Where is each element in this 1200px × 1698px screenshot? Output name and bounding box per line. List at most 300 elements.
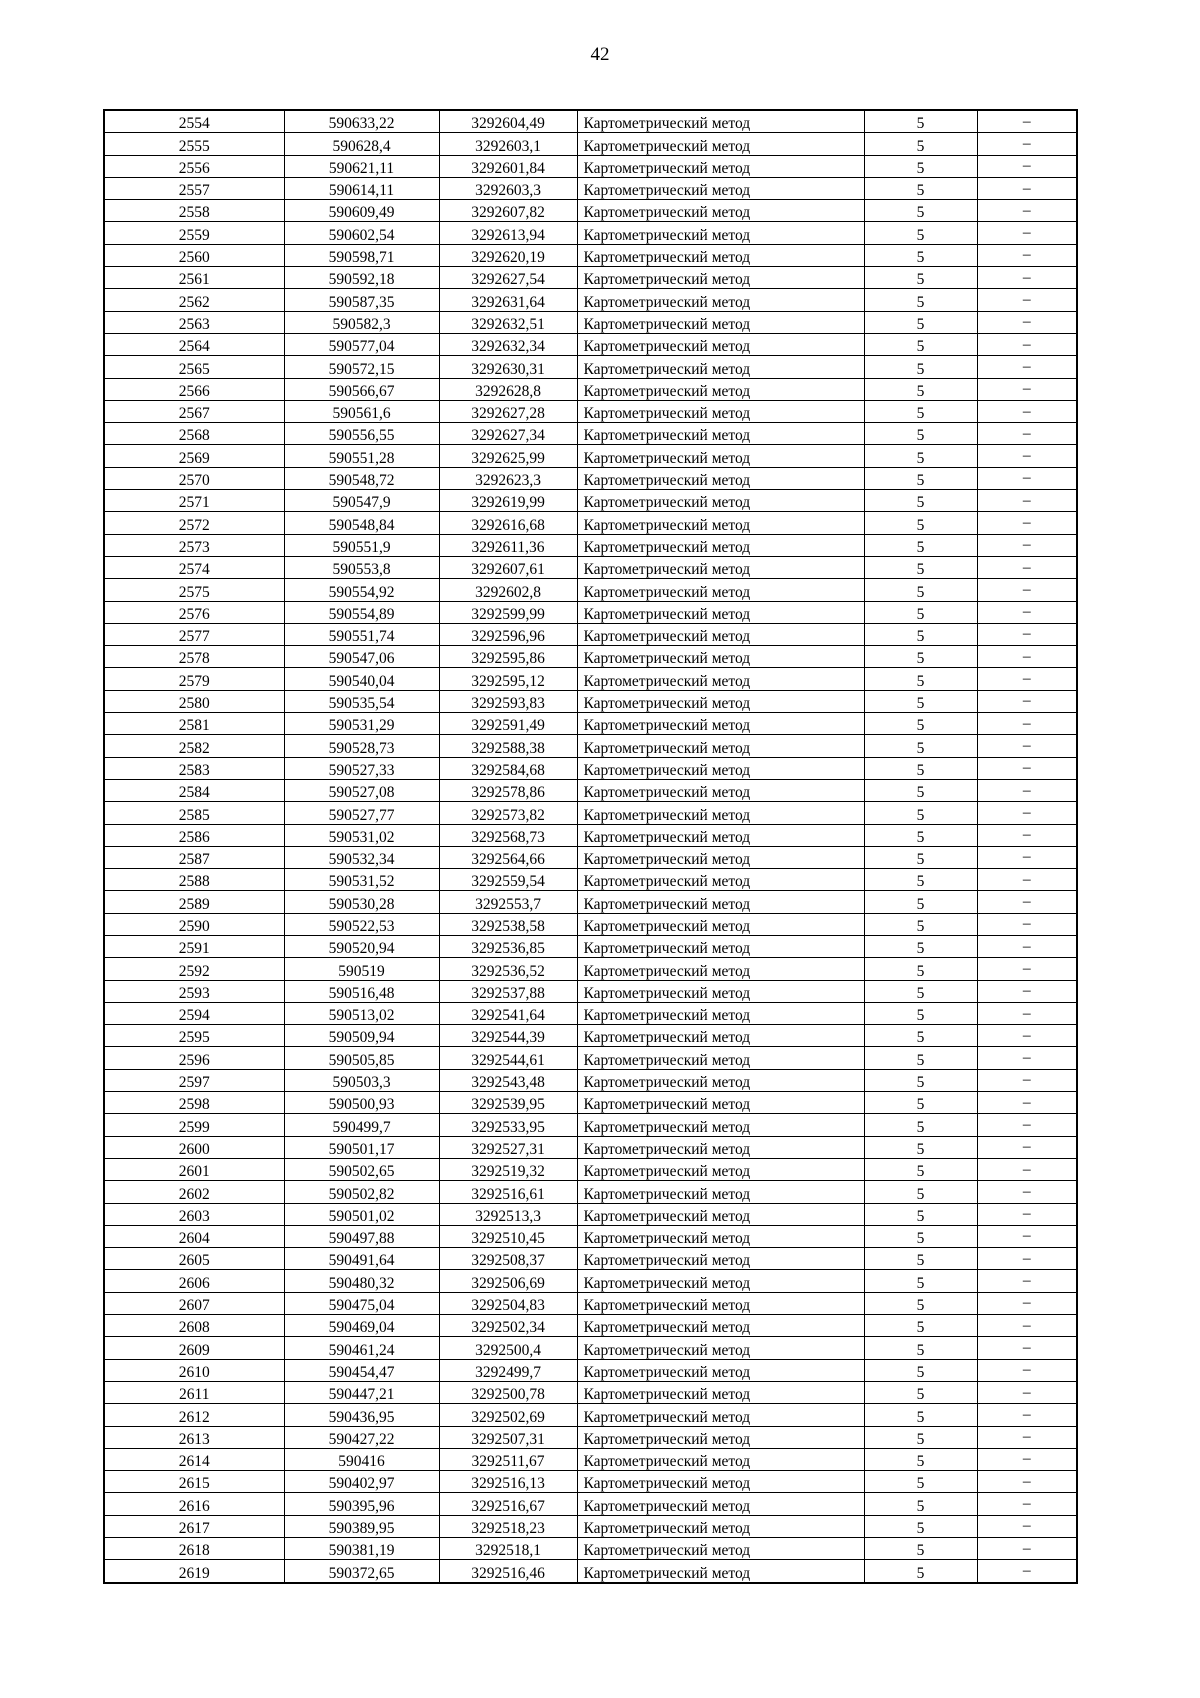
note-cell: – <box>977 1381 1077 1403</box>
y-coordinate-cell: 3292607,82 <box>439 200 577 222</box>
accuracy-cell: 5 <box>864 556 977 578</box>
table-row <box>104 222 1077 244</box>
method-cell: Картометрический метод <box>577 1448 864 1470</box>
note-cell: – <box>977 222 1077 244</box>
y-coordinate-cell: 3292632,34 <box>439 333 577 355</box>
table-row <box>104 1203 1077 1225</box>
note-cell: – <box>977 490 1077 512</box>
method-cell: Картометрический метод <box>577 623 864 645</box>
y-coordinate-cell: 3292613,94 <box>439 222 577 244</box>
y-coordinate-cell: 3292578,86 <box>439 779 577 801</box>
accuracy-cell: 5 <box>864 378 977 400</box>
method-cell: Картометрический метод <box>577 601 864 623</box>
method-cell: Картометрический метод <box>577 802 864 824</box>
method-cell: Картометрический метод <box>577 244 864 266</box>
point-number-cell: 2600 <box>104 1136 284 1158</box>
y-coordinate-cell: 3292502,34 <box>439 1315 577 1337</box>
method-cell: Картометрический метод <box>577 1114 864 1136</box>
note-cell: – <box>977 913 1077 935</box>
x-coordinate-cell: 590527,33 <box>284 757 439 779</box>
y-coordinate-cell: 3292630,31 <box>439 356 577 378</box>
x-coordinate-cell: 590548,72 <box>284 467 439 489</box>
y-coordinate-cell: 3292553,7 <box>439 891 577 913</box>
x-coordinate-cell: 590491,64 <box>284 1248 439 1270</box>
method-cell: Картометрический метод <box>577 177 864 199</box>
accuracy-cell: 5 <box>864 490 977 512</box>
y-coordinate-cell: 3292536,85 <box>439 935 577 957</box>
table-row <box>104 1315 1077 1337</box>
accuracy-cell: 5 <box>864 467 977 489</box>
y-coordinate-cell: 3292506,69 <box>439 1270 577 1292</box>
y-coordinate-cell: 3292627,54 <box>439 267 577 289</box>
table-row <box>104 311 1077 333</box>
x-coordinate-cell: 590547,06 <box>284 646 439 668</box>
y-coordinate-cell: 3292511,67 <box>439 1448 577 1470</box>
x-coordinate-cell: 590582,3 <box>284 311 439 333</box>
y-coordinate-cell: 3292516,67 <box>439 1493 577 1515</box>
method-cell: Картометрический метод <box>577 1270 864 1292</box>
x-coordinate-cell: 590535,54 <box>284 690 439 712</box>
accuracy-cell: 5 <box>864 1337 977 1359</box>
point-number-cell: 2575 <box>104 579 284 601</box>
table-row <box>104 935 1077 957</box>
point-number-cell: 2582 <box>104 735 284 757</box>
y-coordinate-cell: 3292518,23 <box>439 1515 577 1537</box>
x-coordinate-cell: 590503,3 <box>284 1069 439 1091</box>
table-row <box>104 423 1077 445</box>
method-cell: Картометрический метод <box>577 1025 864 1047</box>
method-cell: Картометрический метод <box>577 935 864 957</box>
method-cell: Картометрический метод <box>577 400 864 422</box>
method-cell: Картометрический метод <box>577 757 864 779</box>
y-coordinate-cell: 3292593,83 <box>439 690 577 712</box>
table-row <box>104 177 1077 199</box>
table-row <box>104 690 1077 712</box>
point-number-cell: 2583 <box>104 757 284 779</box>
table-row <box>104 802 1077 824</box>
method-cell: Картометрический метод <box>577 913 864 935</box>
note-cell: – <box>977 1560 1077 1583</box>
point-number-cell: 2613 <box>104 1426 284 1448</box>
method-cell: Картометрический метод <box>577 110 864 133</box>
point-number-cell: 2616 <box>104 1493 284 1515</box>
table-row <box>104 1381 1077 1403</box>
x-coordinate-cell: 590556,55 <box>284 423 439 445</box>
point-number-cell: 2588 <box>104 869 284 891</box>
point-number-cell: 2612 <box>104 1404 284 1426</box>
point-number-cell: 2605 <box>104 1248 284 1270</box>
note-cell: – <box>977 1493 1077 1515</box>
note-cell: – <box>977 110 1077 133</box>
table-row <box>104 980 1077 1002</box>
method-cell: Картометрический метод <box>577 267 864 289</box>
point-number-cell: 2603 <box>104 1203 284 1225</box>
table-row <box>104 757 1077 779</box>
method-cell: Картометрический метод <box>577 1136 864 1158</box>
y-coordinate-cell: 3292596,96 <box>439 623 577 645</box>
y-coordinate-cell: 3292604,49 <box>439 110 577 133</box>
table-row <box>104 200 1077 222</box>
table-row <box>104 1292 1077 1314</box>
x-coordinate-cell: 590528,73 <box>284 735 439 757</box>
x-coordinate-cell: 590531,29 <box>284 713 439 735</box>
y-coordinate-cell: 3292507,31 <box>439 1426 577 1448</box>
method-cell: Картометрический метод <box>577 1426 864 1448</box>
x-coordinate-cell: 590501,02 <box>284 1203 439 1225</box>
x-coordinate-cell: 590519 <box>284 958 439 980</box>
method-cell: Картометрический метод <box>577 1560 864 1583</box>
table-row <box>104 668 1077 690</box>
table-row <box>104 891 1077 913</box>
y-coordinate-cell: 3292627,34 <box>439 423 577 445</box>
x-coordinate-cell: 590566,67 <box>284 378 439 400</box>
x-coordinate-cell: 590389,95 <box>284 1515 439 1537</box>
y-coordinate-cell: 3292619,99 <box>439 490 577 512</box>
y-coordinate-cell: 3292611,36 <box>439 534 577 556</box>
table-row <box>104 110 1077 133</box>
point-number-cell: 2572 <box>104 512 284 534</box>
point-number-cell: 2555 <box>104 133 284 155</box>
method-cell: Картометрический метод <box>577 423 864 445</box>
table-row <box>104 267 1077 289</box>
note-cell: – <box>977 1315 1077 1337</box>
x-coordinate-cell: 590551,28 <box>284 445 439 467</box>
accuracy-cell: 5 <box>864 1158 977 1180</box>
table-row <box>104 378 1077 400</box>
table-row <box>104 556 1077 578</box>
point-number-cell: 2581 <box>104 713 284 735</box>
x-coordinate-cell: 590454,47 <box>284 1359 439 1381</box>
y-coordinate-cell: 3292625,99 <box>439 445 577 467</box>
note-cell: – <box>977 378 1077 400</box>
point-number-cell: 2561 <box>104 267 284 289</box>
coordinates-table <box>103 109 1078 1584</box>
method-cell: Картометрический метод <box>577 1203 864 1225</box>
accuracy-cell: 5 <box>864 356 977 378</box>
y-coordinate-cell: 3292568,73 <box>439 824 577 846</box>
table-row <box>104 869 1077 891</box>
y-coordinate-cell: 3292603,1 <box>439 133 577 155</box>
point-number-cell: 2557 <box>104 177 284 199</box>
table-row <box>104 1560 1077 1583</box>
method-cell: Картометрический метод <box>577 200 864 222</box>
accuracy-cell: 5 <box>864 601 977 623</box>
method-cell: Картометрический метод <box>577 869 864 891</box>
note-cell: – <box>977 1047 1077 1069</box>
method-cell: Картометрический метод <box>577 356 864 378</box>
point-number-cell: 2604 <box>104 1225 284 1247</box>
point-number-cell: 2618 <box>104 1538 284 1560</box>
accuracy-cell: 5 <box>864 200 977 222</box>
note-cell: – <box>977 556 1077 578</box>
accuracy-cell: 5 <box>864 690 977 712</box>
x-coordinate-cell: 590402,97 <box>284 1471 439 1493</box>
table-row <box>104 1002 1077 1024</box>
table-row <box>104 1047 1077 1069</box>
method-cell: Картометрический метод <box>577 311 864 333</box>
x-coordinate-cell: 590553,8 <box>284 556 439 578</box>
accuracy-cell: 5 <box>864 1181 977 1203</box>
accuracy-cell: 5 <box>864 891 977 913</box>
note-cell: – <box>977 869 1077 891</box>
method-cell: Картометрический метод <box>577 824 864 846</box>
accuracy-cell: 5 <box>864 1136 977 1158</box>
x-coordinate-cell: 590530,28 <box>284 891 439 913</box>
x-coordinate-cell: 590628,4 <box>284 133 439 155</box>
note-cell: – <box>977 1359 1077 1381</box>
x-coordinate-cell: 590516,48 <box>284 980 439 1002</box>
table-row <box>104 512 1077 534</box>
note-cell: – <box>977 1337 1077 1359</box>
x-coordinate-cell: 590633,22 <box>284 110 439 133</box>
accuracy-cell: 5 <box>864 1047 977 1069</box>
accuracy-cell: 5 <box>864 1404 977 1426</box>
x-coordinate-cell: 590614,11 <box>284 177 439 199</box>
x-coordinate-cell: 590561,6 <box>284 400 439 422</box>
table-row <box>104 735 1077 757</box>
x-coordinate-cell: 590513,02 <box>284 1002 439 1024</box>
point-number-cell: 2573 <box>104 534 284 556</box>
y-coordinate-cell: 3292539,95 <box>439 1092 577 1114</box>
note-cell: – <box>977 935 1077 957</box>
accuracy-cell: 5 <box>864 222 977 244</box>
method-cell: Картометрический метод <box>577 1515 864 1537</box>
method-cell: Картометрический метод <box>577 467 864 489</box>
note-cell: – <box>977 980 1077 1002</box>
method-cell: Картометрический метод <box>577 1069 864 1091</box>
accuracy-cell: 5 <box>864 846 977 868</box>
x-coordinate-cell: 590499,7 <box>284 1114 439 1136</box>
table-row <box>104 1248 1077 1270</box>
method-cell: Картометрический метод <box>577 1359 864 1381</box>
table-row <box>104 623 1077 645</box>
note-cell: – <box>977 601 1077 623</box>
method-cell: Картометрический метод <box>577 735 864 757</box>
note-cell: – <box>977 1025 1077 1047</box>
x-coordinate-cell: 590505,85 <box>284 1047 439 1069</box>
table-row <box>104 534 1077 556</box>
x-coordinate-cell: 590502,82 <box>284 1181 439 1203</box>
y-coordinate-cell: 3292620,19 <box>439 244 577 266</box>
method-cell: Картометрический метод <box>577 779 864 801</box>
x-coordinate-cell: 590531,52 <box>284 869 439 891</box>
x-coordinate-cell: 590416 <box>284 1448 439 1470</box>
accuracy-cell: 5 <box>864 289 977 311</box>
point-number-cell: 2602 <box>104 1181 284 1203</box>
note-cell: – <box>977 1538 1077 1560</box>
method-cell: Картометрический метод <box>577 1225 864 1247</box>
accuracy-cell: 5 <box>864 913 977 935</box>
accuracy-cell: 5 <box>864 1248 977 1270</box>
table-row <box>104 1069 1077 1091</box>
method-cell: Картометрический метод <box>577 646 864 668</box>
point-number-cell: 2566 <box>104 378 284 400</box>
x-coordinate-cell: 590500,93 <box>284 1092 439 1114</box>
method-cell: Картометрический метод <box>577 155 864 177</box>
note-cell: – <box>977 579 1077 601</box>
point-number-cell: 2617 <box>104 1515 284 1537</box>
note-cell: – <box>977 735 1077 757</box>
accuracy-cell: 5 <box>864 423 977 445</box>
accuracy-cell: 5 <box>864 1002 977 1024</box>
note-cell: – <box>977 1270 1077 1292</box>
point-number-cell: 2591 <box>104 935 284 957</box>
accuracy-cell: 5 <box>864 802 977 824</box>
y-coordinate-cell: 3292516,61 <box>439 1181 577 1203</box>
note-cell: – <box>977 1203 1077 1225</box>
note-cell: – <box>977 534 1077 556</box>
accuracy-cell: 5 <box>864 400 977 422</box>
y-coordinate-cell: 3292595,12 <box>439 668 577 690</box>
table-row <box>104 713 1077 735</box>
y-coordinate-cell: 3292499,7 <box>439 1359 577 1381</box>
accuracy-cell: 5 <box>864 267 977 289</box>
accuracy-cell: 5 <box>864 1448 977 1470</box>
point-number-cell: 2599 <box>104 1114 284 1136</box>
table-row <box>104 1493 1077 1515</box>
accuracy-cell: 5 <box>864 1560 977 1583</box>
table-row <box>104 400 1077 422</box>
method-cell: Картометрический метод <box>577 378 864 400</box>
accuracy-cell: 5 <box>864 512 977 534</box>
accuracy-cell: 5 <box>864 311 977 333</box>
table-row <box>104 1426 1077 1448</box>
table-row <box>104 1337 1077 1359</box>
note-cell: – <box>977 311 1077 333</box>
table-row <box>104 1225 1077 1247</box>
accuracy-cell: 5 <box>864 824 977 846</box>
table-row <box>104 1181 1077 1203</box>
point-number-cell: 2554 <box>104 110 284 133</box>
method-cell: Картометрический метод <box>577 445 864 467</box>
accuracy-cell: 5 <box>864 713 977 735</box>
accuracy-cell: 5 <box>864 958 977 980</box>
y-coordinate-cell: 3292588,38 <box>439 735 577 757</box>
accuracy-cell: 5 <box>864 869 977 891</box>
table-row <box>104 824 1077 846</box>
note-cell: – <box>977 333 1077 355</box>
y-coordinate-cell: 3292544,39 <box>439 1025 577 1047</box>
x-coordinate-cell: 590497,88 <box>284 1225 439 1247</box>
y-coordinate-cell: 3292508,37 <box>439 1248 577 1270</box>
point-number-cell: 2584 <box>104 779 284 801</box>
table-row <box>104 1538 1077 1560</box>
y-coordinate-cell: 3292513,3 <box>439 1203 577 1225</box>
point-number-cell: 2611 <box>104 1381 284 1403</box>
point-number-cell: 2601 <box>104 1158 284 1180</box>
point-number-cell: 2606 <box>104 1270 284 1292</box>
x-coordinate-cell: 590532,34 <box>284 846 439 868</box>
accuracy-cell: 5 <box>864 735 977 757</box>
x-coordinate-cell: 590527,08 <box>284 779 439 801</box>
y-coordinate-cell: 3292559,54 <box>439 869 577 891</box>
x-coordinate-cell: 590548,84 <box>284 512 439 534</box>
accuracy-cell: 5 <box>864 1515 977 1537</box>
note-cell: – <box>977 1248 1077 1270</box>
method-cell: Картометрический метод <box>577 512 864 534</box>
x-coordinate-cell: 590531,02 <box>284 824 439 846</box>
method-cell: Картометрический метод <box>577 333 864 355</box>
point-number-cell: 2615 <box>104 1471 284 1493</box>
note-cell: – <box>977 133 1077 155</box>
accuracy-cell: 5 <box>864 155 977 177</box>
point-number-cell: 2560 <box>104 244 284 266</box>
y-coordinate-cell: 3292628,8 <box>439 378 577 400</box>
table-row <box>104 490 1077 512</box>
accuracy-cell: 5 <box>864 445 977 467</box>
table-row <box>104 1448 1077 1470</box>
table-row <box>104 779 1077 801</box>
table-row <box>104 1359 1077 1381</box>
y-coordinate-cell: 3292538,58 <box>439 913 577 935</box>
note-cell: – <box>977 713 1077 735</box>
note-cell: – <box>977 1114 1077 1136</box>
table-row <box>104 445 1077 467</box>
method-cell: Картометрический метод <box>577 980 864 1002</box>
note-cell: – <box>977 757 1077 779</box>
method-cell: Картометрический метод <box>577 1292 864 1314</box>
table-row <box>104 1158 1077 1180</box>
method-cell: Картометрический метод <box>577 222 864 244</box>
x-coordinate-cell: 590427,22 <box>284 1426 439 1448</box>
method-cell: Картометрический метод <box>577 289 864 311</box>
y-coordinate-cell: 3292536,52 <box>439 958 577 980</box>
note-cell: – <box>977 958 1077 980</box>
note-cell: – <box>977 802 1077 824</box>
point-number-cell: 2574 <box>104 556 284 578</box>
point-number-cell: 2563 <box>104 311 284 333</box>
point-number-cell: 2558 <box>104 200 284 222</box>
x-coordinate-cell: 590469,04 <box>284 1315 439 1337</box>
x-coordinate-cell: 590609,49 <box>284 200 439 222</box>
point-number-cell: 2592 <box>104 958 284 980</box>
accuracy-cell: 5 <box>864 1315 977 1337</box>
x-coordinate-cell: 590554,92 <box>284 579 439 601</box>
note-cell: – <box>977 623 1077 645</box>
method-cell: Картометрический метод <box>577 1337 864 1359</box>
x-coordinate-cell: 590502,65 <box>284 1158 439 1180</box>
point-number-cell: 2609 <box>104 1337 284 1359</box>
table-row <box>104 913 1077 935</box>
point-number-cell: 2594 <box>104 1002 284 1024</box>
point-number-cell: 2565 <box>104 356 284 378</box>
accuracy-cell: 5 <box>864 1471 977 1493</box>
x-coordinate-cell: 590527,77 <box>284 802 439 824</box>
point-number-cell: 2607 <box>104 1292 284 1314</box>
table-row <box>104 133 1077 155</box>
point-number-cell: 2579 <box>104 668 284 690</box>
method-cell: Картометрический метод <box>577 490 864 512</box>
accuracy-cell: 5 <box>864 1493 977 1515</box>
point-number-cell: 2586 <box>104 824 284 846</box>
method-cell: Картометрический метод <box>577 556 864 578</box>
y-coordinate-cell: 3292518,1 <box>439 1538 577 1560</box>
table-row <box>104 1114 1077 1136</box>
note-cell: – <box>977 289 1077 311</box>
x-coordinate-cell: 590447,21 <box>284 1381 439 1403</box>
accuracy-cell: 5 <box>864 1292 977 1314</box>
x-coordinate-cell: 590480,32 <box>284 1270 439 1292</box>
note-cell: – <box>977 423 1077 445</box>
point-number-cell: 2608 <box>104 1315 284 1337</box>
point-number-cell: 2580 <box>104 690 284 712</box>
accuracy-cell: 5 <box>864 1025 977 1047</box>
accuracy-cell: 5 <box>864 1359 977 1381</box>
y-coordinate-cell: 3292544,61 <box>439 1047 577 1069</box>
x-coordinate-cell: 590520,94 <box>284 935 439 957</box>
accuracy-cell: 5 <box>864 110 977 133</box>
note-cell: – <box>977 1181 1077 1203</box>
